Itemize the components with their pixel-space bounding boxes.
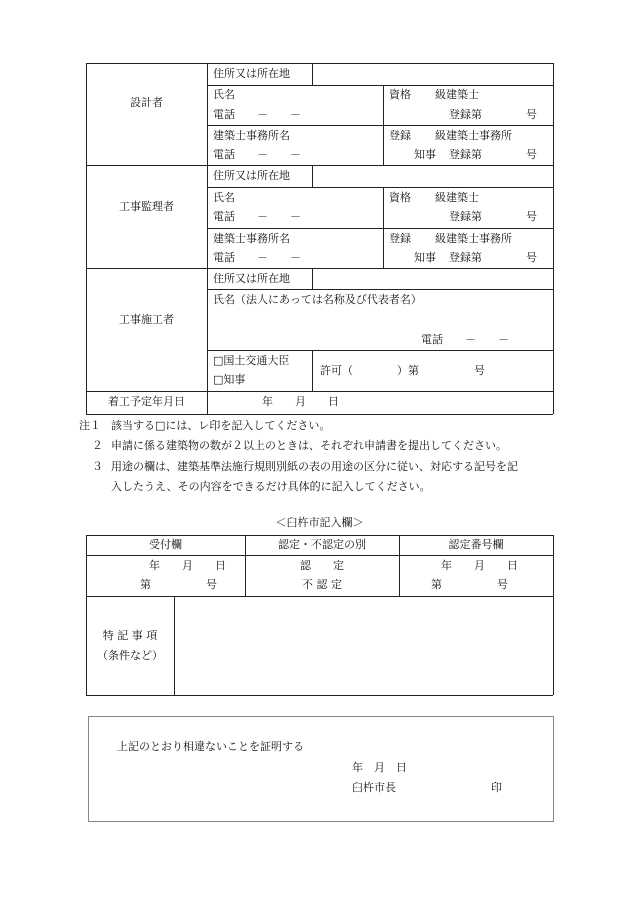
supervisor-qualification-kind: 級建築士 bbox=[435, 191, 479, 204]
approve-option[interactable]: 認 定 bbox=[300, 559, 344, 572]
certification-statement: 上記のとおり相違ないことを証明する bbox=[117, 740, 304, 753]
disapprove-option[interactable]: 不 認 定 bbox=[302, 578, 342, 591]
supervisor-office-name-label: 建築士事務所名 bbox=[213, 232, 290, 245]
designer-label: 設計者 bbox=[130, 96, 163, 109]
supervisor-office-kind: 級建築士事務所 bbox=[435, 232, 512, 245]
supervisor-name-field[interactable] bbox=[208, 188, 382, 227]
cert-number[interactable]: 第 号 bbox=[431, 578, 508, 591]
seal-mark: 印 bbox=[491, 781, 502, 794]
designer-qualification-kind: 級建築士 bbox=[435, 88, 479, 101]
supervisor-label: 工事監理者 bbox=[119, 200, 174, 213]
cert-date[interactable]: 年 月 日 bbox=[441, 559, 518, 572]
certification-box bbox=[88, 716, 554, 822]
contractor-address-field[interactable] bbox=[313, 269, 552, 288]
note-2-number: ２ bbox=[92, 439, 103, 452]
header-cert-number: 認定番号欄 bbox=[448, 538, 504, 551]
designer-address-label: 住所又は所在地 bbox=[213, 67, 290, 80]
designer-registration-no: 登録第 号 bbox=[449, 108, 537, 121]
start-date-value[interactable]: 年 月 日 bbox=[262, 395, 339, 408]
note-3-number: ３ bbox=[92, 460, 103, 473]
supervisor-qualification-label: 資格 bbox=[389, 191, 411, 204]
supervisor-governor-label: 知事 bbox=[414, 251, 436, 264]
designer-phone-label: 電話 － － bbox=[213, 108, 301, 121]
start-date-label: 着工予定年月日 bbox=[108, 395, 185, 408]
contractor-governor-checkbox[interactable]: □知事 bbox=[213, 373, 246, 386]
note-2: 申請に係る建築物の数が２以上のときは、それぞれ申請書を提出してください。 bbox=[111, 439, 507, 452]
designer-office-name-label: 建築士事務所名 bbox=[213, 129, 290, 142]
supervisor-office-phone-label: 電話 － － bbox=[213, 251, 301, 264]
designer-qualification-label: 資格 bbox=[389, 88, 411, 101]
header-reception: 受付欄 bbox=[149, 538, 182, 551]
mayor-label: 臼杵市長 bbox=[352, 781, 396, 794]
reception-number[interactable]: 第 号 bbox=[140, 578, 217, 591]
note-1: 該当する□には、レ印を記入してください。 bbox=[111, 419, 331, 432]
designer-office-phone-label: 電話 － － bbox=[213, 148, 301, 161]
contractor-permit-label: 許可（ ）第 号 bbox=[320, 364, 485, 377]
note-1-number: 注１ bbox=[79, 419, 101, 432]
supervisor-office-registration-no: 登録第 号 bbox=[449, 251, 537, 264]
note-3-line-2: 入したうえ、その内容をできるだけ具体的に記入してください。 bbox=[111, 480, 431, 493]
remarks-label: 特 記 事 項 bbox=[102, 629, 158, 642]
designer-address-field[interactable] bbox=[313, 64, 552, 84]
supervisor-office-registration-label: 登録 bbox=[389, 232, 411, 245]
contractor-address-label: 住所又は所在地 bbox=[213, 272, 290, 285]
supervisor-address-field[interactable] bbox=[313, 166, 552, 186]
designer-office-registration-no: 登録第 号 bbox=[449, 148, 537, 161]
designer-office-kind: 級建築士事務所 bbox=[435, 129, 512, 142]
remarks-field[interactable] bbox=[175, 597, 552, 694]
certification-date[interactable]: 年 月 日 bbox=[352, 761, 407, 774]
header-approval: 認定・不認定の別 bbox=[278, 538, 366, 551]
contractor-label: 工事施工者 bbox=[119, 313, 174, 326]
designer-name-field[interactable] bbox=[208, 86, 382, 124]
supervisor-name-label: 氏名 bbox=[213, 191, 235, 204]
contractor-name-label: 氏名（法人にあっては名称及び代表者名） bbox=[213, 293, 422, 306]
contractor-minister-checkbox[interactable]: □国土交通大臣 bbox=[213, 354, 290, 367]
reception-date[interactable]: 年 月 日 bbox=[149, 559, 226, 572]
designer-governor-label: 知事 bbox=[414, 148, 436, 161]
designer-name-label: 氏名 bbox=[213, 88, 235, 101]
supervisor-phone-label: 電話 － － bbox=[213, 210, 301, 223]
note-3-line-1: 用途の欄は、建築基準法施行規則別紙の表の用途の区分に従い、対応する記号を記 bbox=[111, 460, 518, 473]
designer-office-registration-label: 登録 bbox=[389, 129, 411, 142]
supervisor-registration-no: 登録第 号 bbox=[449, 210, 537, 223]
contractor-phone-label: 電話 － － bbox=[421, 333, 509, 346]
remarks-sublabel: （条件など） bbox=[97, 649, 163, 662]
city-section-title: ＜臼杵市記入欄＞ bbox=[275, 516, 364, 529]
supervisor-address-label: 住所又は所在地 bbox=[213, 169, 290, 182]
